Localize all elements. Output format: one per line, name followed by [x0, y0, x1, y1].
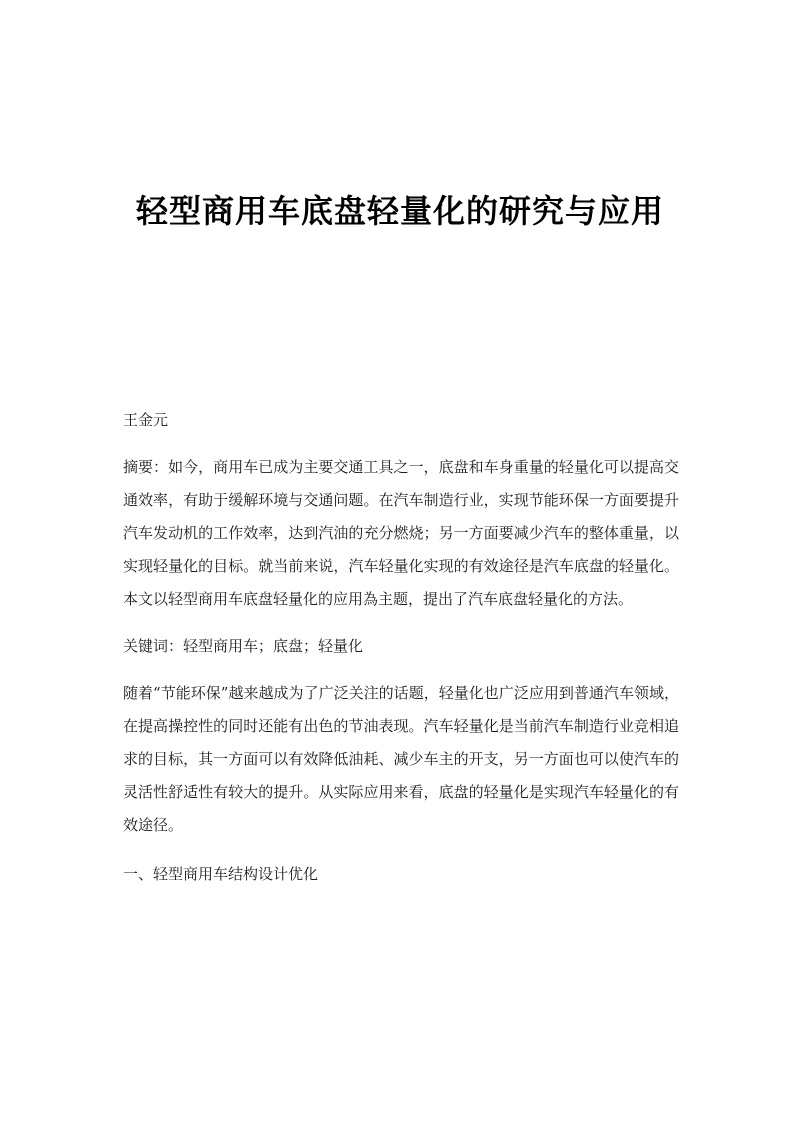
keywords-line: 关键词：轻型商用车；底盘；轻量化	[123, 637, 364, 655]
body-paragraph: 随着“节能环保”越来越成为了广泛关注的话题，轻量化也广泛应用到普通汽车领域，在提高操控性的同时还能有出色的节油表现。汽车轻量化是当前汽车制造行业竞相追求的目标，其一方面可以有效降低油耗、减少车主的开支，另一方面也可以使汽车的灵活性舒适性有较大的提升。从实际应用来看，底盘的轻量化是实现汽车轻量化的有效途径。	[123, 684, 679, 834]
document-content	[123, 404, 679, 891]
document-title: 轻型商用车底盘轻量化的研究与应用	[135, 192, 664, 230]
author-name: 王金元	[123, 411, 169, 429]
abstract-paragraph: 摘要：如今，商用车已成为主要交通工具之一，底盘和车身重量的轻量化可以提高交通效率，有助于缓解环境与交通问题。在汽车制造行业，实现节能环保一方面要提升汽车发动机的工作效率，达到汽油的充分燃烧；另一方面要减少汽车的整体重量，以实现轻量化的目标。就当前来说，汽车轻量化实现的有效途径是汽车底盘的轻量化。本文以轻型商用车底盘轻量化的应用為主题，提出了汽车底盘轻量化的方法。	[123, 458, 679, 608]
section-heading: 一、轻型商用车结构设计优化	[123, 865, 319, 883]
